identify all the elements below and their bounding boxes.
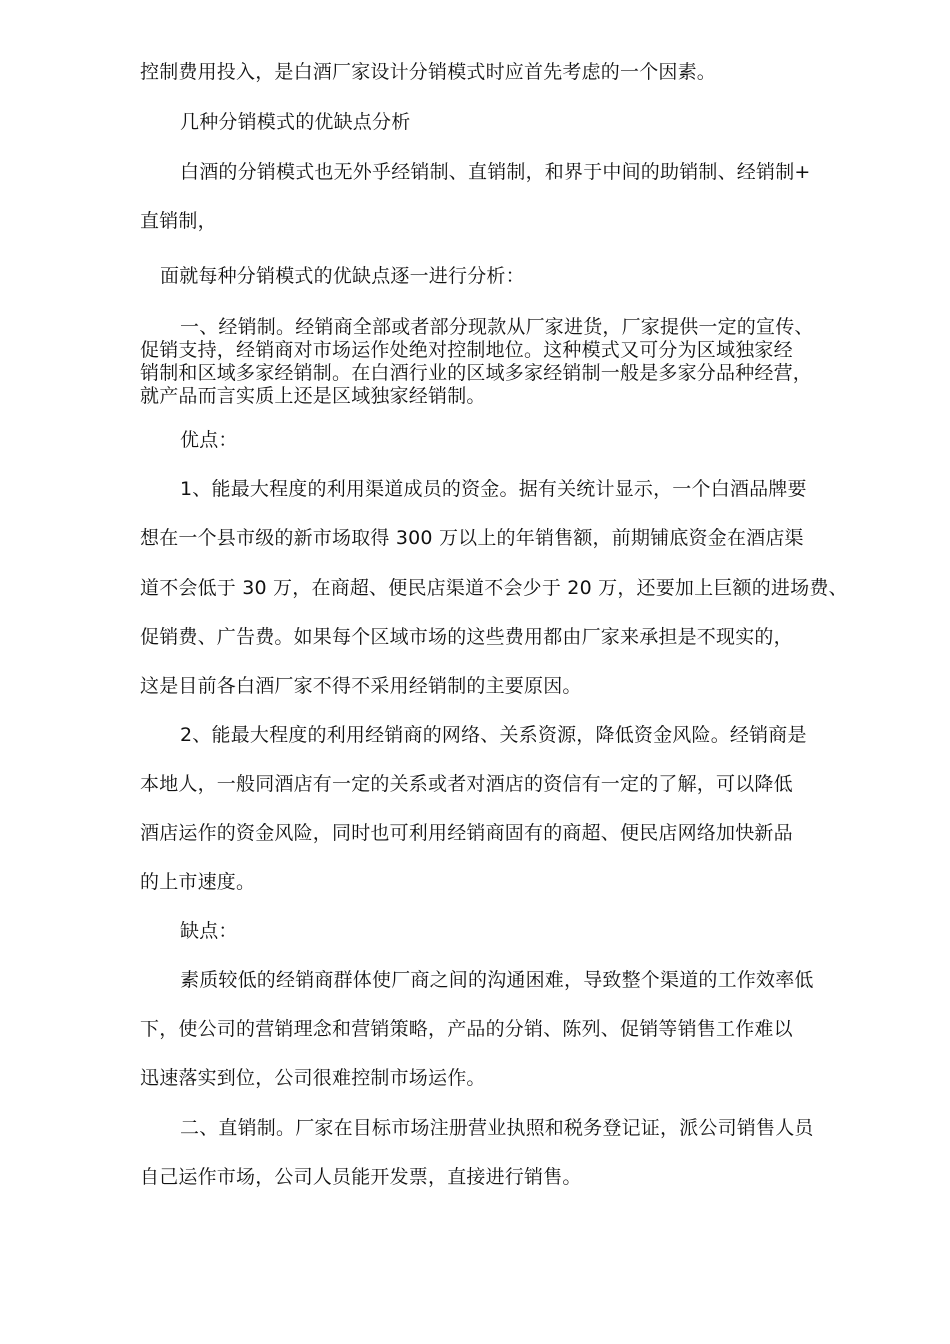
text-line: 迅速落实到位，公司很难控制市场运作。: [140, 1067, 486, 1089]
text-line: 促销费、广告费。如果每个区域市场的这些费用都由厂家来承担是不现实的，: [140, 626, 793, 648]
text-line: 本地人，一般同酒店有一定的关系或者对酒店的资信有一定的了解，可以降低: [140, 773, 793, 795]
text-line: 面就每种分销模式的优缺点逐一进行分析：: [160, 265, 525, 287]
text-line: 2、能最大程度的利用经销商的网络、关系资源，降低资金风险。经销商是: [180, 724, 807, 746]
text-line: 控制费用投入，是白酒厂家设计分销模式时应首先考虑的一个因素。: [140, 61, 717, 83]
text-line: 二、直销制。厂家在目标市场注册营业执照和税务登记证，派公司销售人员: [180, 1117, 814, 1139]
text-line: 1、能最大程度的利用渠道成员的资金。据有关统计显示，一个白酒品牌要: [180, 478, 807, 500]
text-line: 白酒的分销模式也无外乎经销制、直销制，和界于中间的助销制、经销制+: [180, 161, 811, 183]
section-heading: 几种分销模式的优缺点分析: [180, 111, 411, 133]
text-line: 素质较低的经销商群体使厂商之间的沟通困难，导致整个渠道的工作效率低: [180, 969, 814, 991]
text-line: 想在一个县市级的新市场取得 300 万以上的年销售额，前期铺底资金在酒店渠: [140, 527, 804, 549]
text-line: 直销制，: [140, 210, 217, 232]
text-line: 一、经销制。经销商全部或者部分现款从厂家进货，厂家提供一定的宣传、: [180, 316, 814, 338]
text-line: 酒店运作的资金风险，同时也可利用经销商固有的商超、便民店网络加快新品: [140, 822, 793, 844]
text-line: 这是目前各白酒厂家不得不采用经销制的主要原因。: [140, 675, 582, 697]
text-line: 的上市速度。: [140, 871, 256, 893]
text-line: 下，使公司的营销理念和营销策略，产品的分销、陈列、促销等销售工作难以: [140, 1018, 793, 1040]
text-line: 销制和区域多家经销制。在白酒行业的区域多家经销制一般是多家分品种经营，: [140, 362, 813, 384]
section-heading: 优点：: [180, 429, 238, 451]
text-line: 促销支持，经销商对市场运作处绝对控制地位。这种模式又可分为区域独家经: [140, 339, 793, 361]
text-line: 道不会低于 30 万，在商超、便民店渠道不会少于 20 万，还要加上巨额的进场费、: [140, 577, 848, 599]
text-line: 就产品而言实质上还是区域独家经销制。: [140, 385, 486, 407]
section-heading: 缺点：: [180, 920, 238, 942]
text-line: 自己运作市场，公司人员能开发票，直接进行销售。: [140, 1166, 582, 1188]
